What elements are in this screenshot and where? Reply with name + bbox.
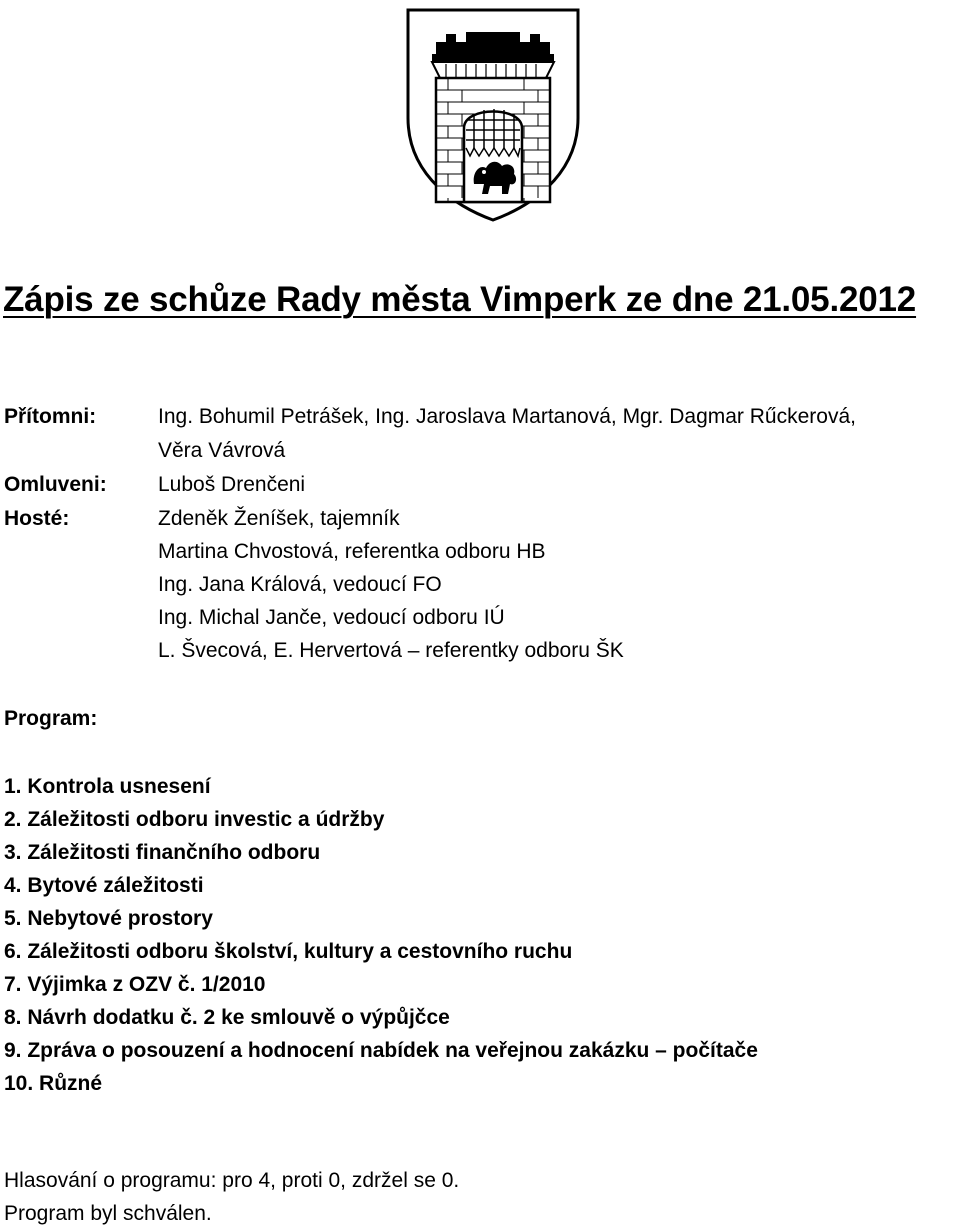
program-item: 6. Záležitosti odboru školství, kultury a cestovního ruchu (4, 940, 573, 963)
vote-approval: Program byl schválen. (4, 1202, 212, 1225)
program-item: 3. Záležitosti finančního odboru (4, 841, 321, 864)
program-item: 9. Zpráva o posouzení a hodnocení nabídek na veřejnou zakázku – počítače (4, 1039, 758, 1062)
guest-entry: Zdeněk Ženíšek, tajemník (158, 507, 400, 530)
program-list (4, 770, 758, 1100)
guest-entry: Ing. Michal Janče, vedoucí odboru IÚ (158, 606, 505, 629)
document-title: Zápis ze schůze Rady města Vimperk ze dne 21.05.2012 (3, 280, 917, 319)
excused-names: Luboš Drenčeni (158, 473, 306, 496)
present-names-continued: Věra Vávrová (158, 439, 286, 462)
vote-result: Hlasování o programu: pro 4, proti 0, zdržel se 0. (4, 1169, 460, 1192)
present-label: Přítomni: (4, 405, 97, 428)
guests-row (0, 507, 960, 541)
guests-row (0, 540, 960, 574)
excused-row (0, 473, 960, 507)
guest-entry: Ing. Jana Králová, vedoucí FO (158, 573, 442, 596)
present-row (0, 405, 960, 439)
present-names: Ing. Bohumil Petrášek, Ing. Jaroslava Martanová, Mgr. Dagmar Rűckerová, (158, 405, 856, 428)
program-item: 4. Bytové záležitosti (4, 874, 204, 897)
guests-row (0, 606, 960, 640)
program-item: 1. Kontrola usnesení (4, 775, 211, 798)
guests-label: Hosté: (4, 507, 70, 530)
present-row-continued (0, 439, 960, 473)
excused-label: Omluveni: (4, 473, 107, 496)
program-item: 7. Výjimka z OZV č. 1/2010 (4, 973, 266, 996)
guest-entry: L. Švecová, E. Hervertová – referentky odboru ŠK (158, 639, 624, 662)
program-label: Program: (4, 707, 98, 730)
guests-row (0, 639, 960, 673)
program-item: 8. Návrh dodatku č. 2 ke smlouvě o výpůjčce (4, 1006, 450, 1029)
program-item: 10. Různé (4, 1072, 103, 1095)
coat-of-arms-icon (406, 8, 580, 222)
program-item: 5. Nebytové prostory (4, 907, 213, 930)
guest-entry: Martina Chvostová, referentka odboru HB (158, 540, 546, 563)
guests-row (0, 573, 960, 607)
program-item: 2. Záležitosti odboru investic a údržby (4, 808, 385, 831)
